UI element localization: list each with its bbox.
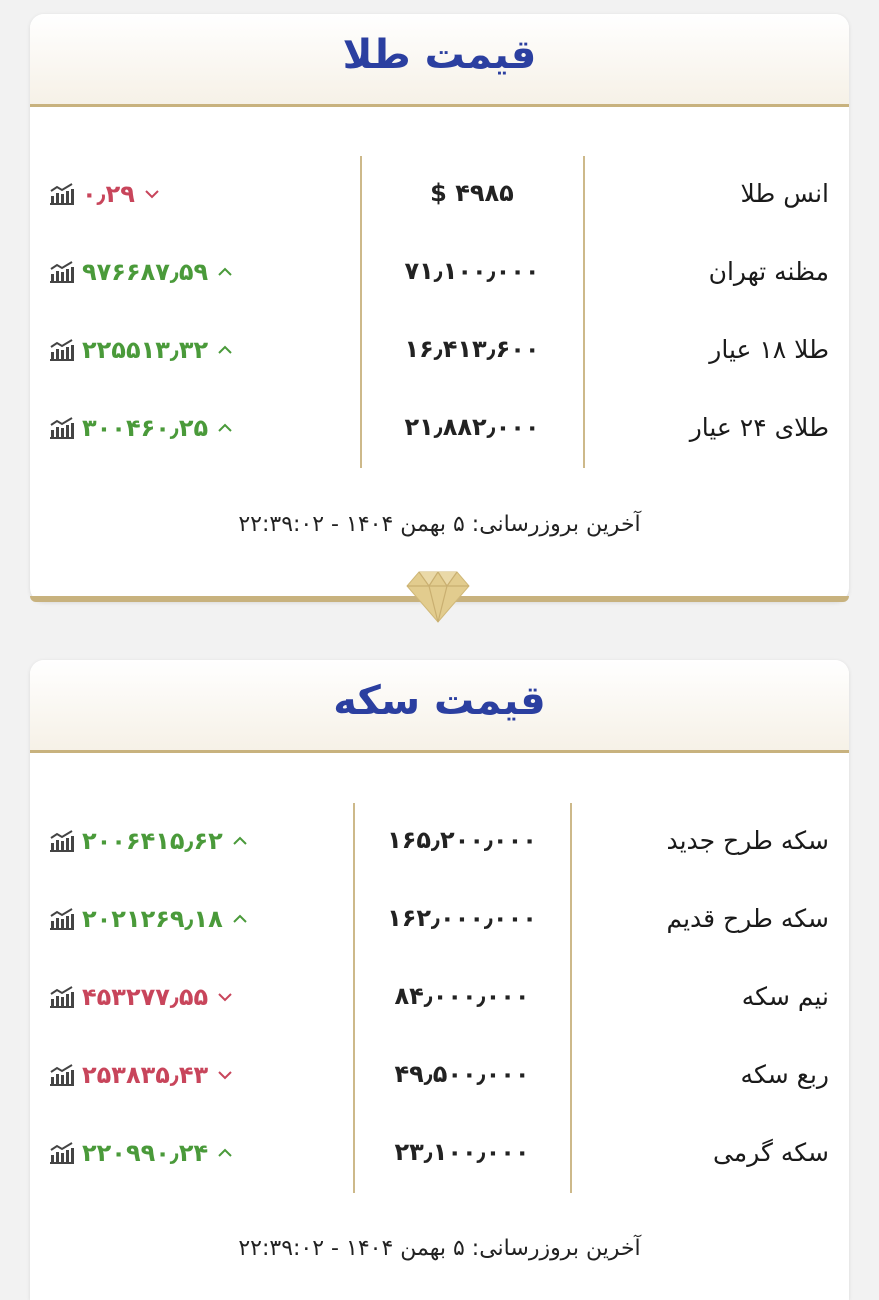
row-change [48, 257, 234, 287]
bar-chart-icon[interactable] [48, 416, 76, 440]
bar-chart-icon[interactable] [48, 338, 76, 362]
change-value: ۲۵۳۸۳۵٫۴۳ [82, 1061, 209, 1089]
bar-chart-icon[interactable] [48, 985, 76, 1009]
coin-row-gram[interactable] [30, 1128, 849, 1178]
gold-price-card [30, 14, 849, 602]
row-change [48, 1060, 234, 1090]
gold-card-header [30, 14, 849, 107]
row-price: ۱۶۲٫۰۰۰٫۰۰۰ [387, 904, 537, 932]
row-change [48, 179, 161, 209]
row-name: سکه گرمی [712, 1138, 829, 1167]
gold-row-24k[interactable] [30, 403, 849, 453]
row-name: طلای ۲۴ عیار [689, 413, 829, 442]
bar-chart-icon[interactable] [48, 829, 76, 853]
coin-row-quarter[interactable] [30, 1050, 849, 1100]
chevron-down-icon [143, 185, 161, 203]
coin-row-half[interactable] [30, 972, 849, 1022]
last-updated-text: آخرین بروزرسانی: ۵ بهمن ۱۴۰۴ - ۲۲:۳۹:۰۲ [238, 1236, 641, 1261]
row-price: ۷۱٫۱۰۰٫۰۰۰ [404, 257, 540, 285]
coin-card-title: قیمت سکه [333, 678, 546, 724]
row-change [48, 982, 234, 1012]
row-price: ۸۴٫۰۰۰٫۰۰۰ [394, 982, 530, 1010]
change-value: ۲۲۵۵۱۳٫۳۲ [82, 336, 209, 364]
bar-chart-icon[interactable] [48, 1063, 76, 1087]
change-value: ۹۷۶۶۸۷٫۵۹ [82, 258, 209, 286]
change-value: ۲۰۰۶۴۱۵٫۶۲ [82, 827, 223, 855]
chevron-down-icon [216, 988, 234, 1006]
gold-row-tehran[interactable] [30, 247, 849, 297]
row-name: طلا ۱۸ عیار [709, 335, 829, 364]
coin-card-header [30, 660, 849, 753]
row-name: سکه طرح قدیم [666, 904, 829, 933]
row-name: نیم سکه [741, 982, 829, 1011]
row-name: انس طلا [740, 179, 829, 208]
chevron-up-icon [216, 263, 234, 281]
row-change [48, 826, 249, 856]
row-price: $ ۴۹۸۵ [430, 179, 514, 207]
coin-row-old[interactable] [30, 894, 849, 944]
row-price: ۲۳٫۱۰۰٫۰۰۰ [394, 1138, 530, 1166]
change-value: ۳۰۰۴۶۰٫۲۵ [82, 414, 209, 442]
chevron-up-icon [216, 419, 234, 437]
row-name: مظنه تهران [708, 257, 829, 286]
change-value: ۴۵۳۲۷۷٫۵۵ [82, 983, 209, 1011]
bar-chart-icon[interactable] [48, 260, 76, 284]
change-value: ۲۰۲۱۲۶۹٫۱۸ [82, 905, 223, 933]
bar-chart-icon[interactable] [48, 907, 76, 931]
last-updated-text: آخرین بروزرسانی: ۵ بهمن ۱۴۰۴ - ۲۲:۳۹:۰۲ [238, 512, 641, 537]
coin-price-card [30, 660, 849, 1300]
row-name: سکه طرح جدید [666, 826, 829, 855]
row-change [48, 335, 234, 365]
gold-row-18k[interactable] [30, 325, 849, 375]
bar-chart-icon[interactable] [48, 1141, 76, 1165]
gold-card-title: قیمت طلا [342, 32, 537, 78]
coin-row-new[interactable] [30, 816, 849, 866]
row-price: ۴۹٫۵۰۰٫۰۰۰ [394, 1060, 530, 1088]
change-value: ۰٫۲۹ [82, 180, 135, 208]
row-change [48, 904, 249, 934]
chevron-up-icon [231, 832, 249, 850]
chevron-down-icon [216, 1066, 234, 1084]
bar-chart-icon[interactable] [48, 182, 76, 206]
row-price: ۱۶۵٫۲۰۰٫۰۰۰ [387, 826, 537, 854]
chevron-up-icon [231, 910, 249, 928]
change-value: ۲۲۰۹۹۰٫۲۴ [82, 1139, 209, 1167]
row-price: ۱۶٫۴۱۳٫۶۰۰ [404, 335, 540, 363]
chevron-up-icon [216, 341, 234, 359]
row-price: ۲۱٫۸۸۲٫۰۰۰ [404, 413, 540, 441]
row-name: ربع سکه [740, 1060, 829, 1089]
gold-row-ounce[interactable] [30, 169, 849, 219]
row-change [48, 413, 234, 443]
chevron-up-icon [216, 1144, 234, 1162]
diamond-icon [405, 568, 471, 624]
row-change [48, 1138, 234, 1168]
